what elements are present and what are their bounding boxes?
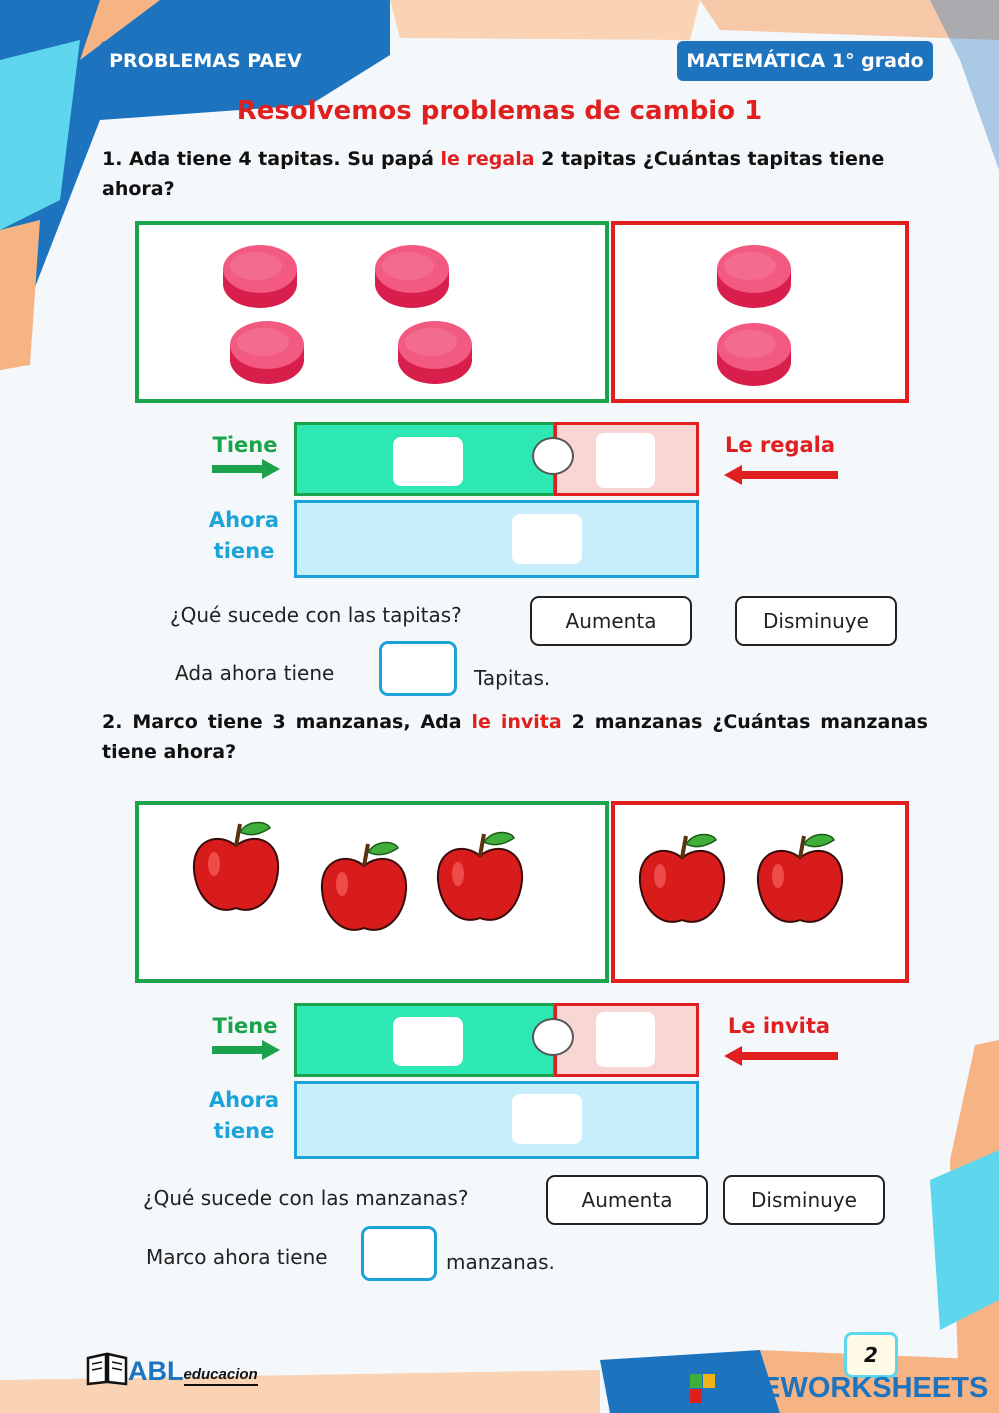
- apple-icon: [434, 828, 526, 928]
- apple-icon: [754, 830, 846, 930]
- problem1-aumenta-button[interactable]: Aumenta: [530, 596, 692, 646]
- arrow-left-icon: [724, 465, 838, 485]
- problem1-label-ahora: [196, 505, 292, 567]
- problem2-result-bar: [294, 1081, 699, 1159]
- liveworksheets-text: LIVEWORKSHEETS: [716, 1372, 989, 1404]
- arrow-right-icon: [212, 459, 280, 479]
- problem2-label-invita: Le invita: [727, 1014, 831, 1038]
- problem2-operator-input[interactable]: [532, 1018, 574, 1056]
- problem1-answer-input[interactable]: [379, 641, 457, 696]
- header-left-pill: [100, 41, 311, 81]
- problem2-number: 2.: [102, 711, 123, 733]
- liveworksheets-watermark: [690, 1372, 988, 1405]
- worksheet-title: Resolvemos problemas de cambio 1: [236, 96, 763, 126]
- problem1-operator-input[interactable]: [532, 437, 574, 475]
- problem1-statement: [102, 144, 928, 204]
- bottle-cap-icon: [397, 318, 473, 388]
- abl-logo: [86, 1350, 258, 1386]
- header-right-label: MATEMÁTICA 1° grado: [686, 50, 924, 72]
- page-number: 2: [864, 1343, 878, 1367]
- problem2-text-after: 2 manzanas ¿Cuántas manzanas tiene ahora?: [102, 711, 928, 763]
- problem1-label-regala: Le regala: [724, 433, 836, 457]
- problem1-highlight: le regala: [440, 148, 535, 170]
- book-icon: [86, 1350, 128, 1386]
- arrow-left-icon: [724, 1046, 838, 1066]
- bottle-cap-icon: [716, 242, 792, 312]
- problem2-highlight: le invita: [471, 711, 562, 733]
- problem2-text-before: Marco tiene 3 manzanas, Ada: [132, 711, 472, 733]
- bottle-cap-icon: [229, 318, 305, 388]
- problem1-label-ahora-line2: tiene: [213, 539, 275, 563]
- problem2-answer-prefix: Marco ahora tiene: [146, 1245, 328, 1269]
- problem2-answer-input[interactable]: [361, 1226, 437, 1281]
- problem1-disminuye-button[interactable]: Disminuye: [735, 596, 897, 646]
- problem1-label-tiene: Tiene: [212, 433, 278, 457]
- apple-icon: [636, 830, 728, 930]
- arrow-right-icon: [212, 1040, 280, 1060]
- problem2-label-ahora-line2: tiene: [213, 1119, 275, 1143]
- bottle-cap-icon: [222, 242, 298, 312]
- problem2-start-input[interactable]: [393, 1017, 463, 1066]
- abl-logo-text: ABL: [128, 1356, 184, 1386]
- problem1-question: ¿Qué sucede con las tapitas?: [170, 603, 462, 627]
- bottle-cap-icon: [716, 320, 792, 390]
- abl-logo-edu: educacion: [184, 1366, 258, 1386]
- problem2-question: ¿Qué sucede con las manzanas?: [143, 1186, 469, 1210]
- problem1-label-ahora-line1: Ahora: [208, 508, 280, 532]
- problem1-result-bar: [294, 500, 699, 578]
- apple-icon: [318, 838, 410, 938]
- problem1-answer-suffix: Tapitas.: [474, 666, 551, 690]
- problem1-start-box: [135, 221, 609, 403]
- header-right-pill: [677, 41, 933, 81]
- problem1-answer-prefix: Ada ahora tiene: [175, 661, 335, 685]
- problem1-text-after: 2 tapitas ¿Cuántas tapitas tiene ahora?: [102, 148, 885, 200]
- problem1-result-input[interactable]: [512, 514, 582, 564]
- problem2-result-input[interactable]: [512, 1094, 582, 1144]
- problem1-number: 1.: [102, 148, 123, 170]
- liveworksheets-logo-icon: [690, 1374, 716, 1404]
- problem1-start-input[interactable]: [393, 437, 463, 486]
- problem1-text-before: Ada tiene 4 tapitas. Su papá: [129, 148, 441, 170]
- problem2-statement: [102, 707, 928, 767]
- problem2-label-ahora: [196, 1085, 292, 1147]
- bottle-cap-icon: [374, 242, 450, 312]
- problem2-label-ahora-line1: Ahora: [208, 1088, 280, 1112]
- problem2-change-input[interactable]: [596, 1012, 655, 1067]
- problem2-label-tiene: Tiene: [212, 1014, 278, 1038]
- apple-icon: [190, 818, 282, 918]
- problem2-answer-suffix: manzanas.: [446, 1250, 555, 1274]
- problem2-disminuye-button[interactable]: Disminuye: [723, 1175, 885, 1225]
- problem1-change-input[interactable]: [596, 433, 655, 488]
- problem2-aumenta-button[interactable]: Aumenta: [546, 1175, 708, 1225]
- header-left-label: PROBLEMAS PAEV: [109, 50, 302, 72]
